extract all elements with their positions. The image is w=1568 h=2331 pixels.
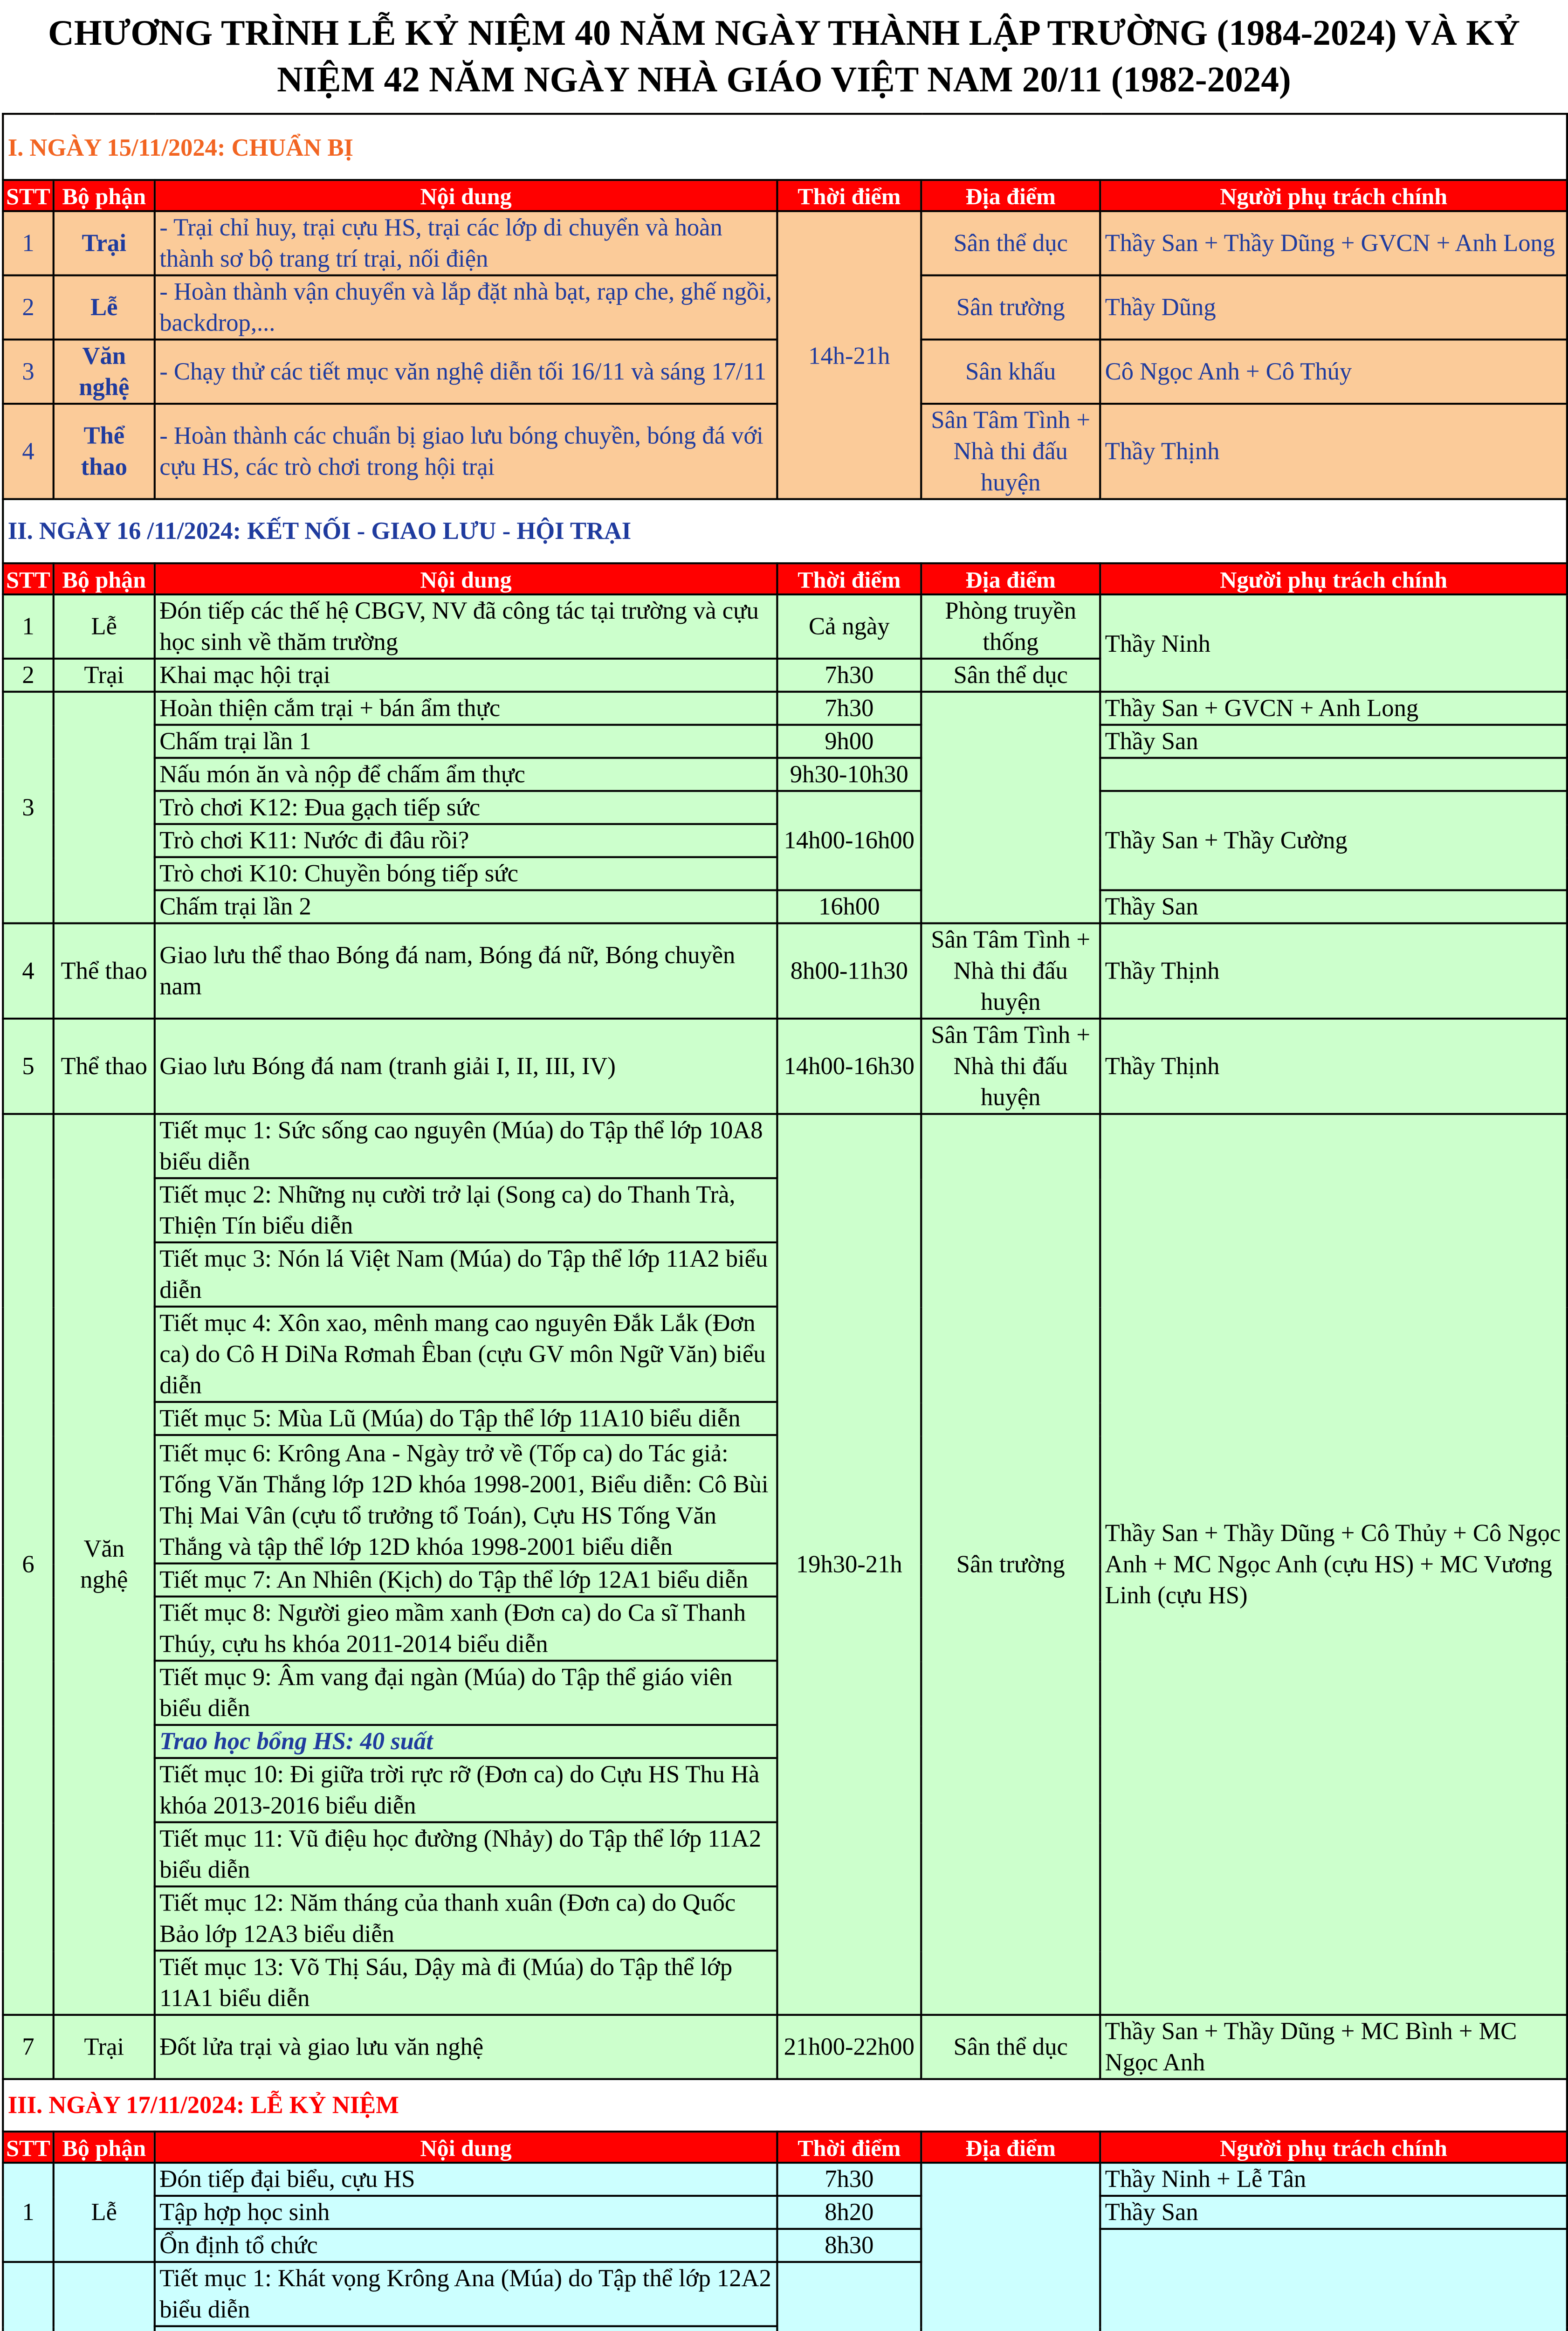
content-cell: Đón tiếp các thế hệ CBGV, NV đã công tác tại trường và cựu học sinh về thăm trường (155, 594, 777, 659)
content-cell: Trò chơi K11: Nước đi đâu rồi? (155, 824, 777, 857)
table-row (3, 725, 1567, 758)
place-cell: Sân thể dục (921, 659, 1100, 692)
table-row (3, 1114, 1567, 1178)
section2-table (2, 498, 1568, 2080)
page-title (2, 12, 1566, 113)
content-cell: Chấm trại lần 2 (155, 890, 777, 923)
person-cell: Thầy San + Thầy Dũng + MC Bình + MC Ngọc Anh (1100, 2015, 1567, 2079)
person-cell: Thầy Thịnh (1100, 1019, 1567, 1114)
stt-cell: 4 (3, 923, 54, 1019)
content-cell: Tiết mục 1: Khát vọng Krông Ana (Múa) do Tập thể lớp 12A2 biểu diễn (155, 2262, 777, 2326)
table-row (3, 791, 1567, 824)
section3-title: III. NGÀY 17/11/2024: LỄ KỶ NIỆM (3, 2079, 1567, 2132)
place-cell (921, 692, 1100, 924)
time-cell: 14h00-16h00 (777, 791, 921, 890)
header-time: Thời điểm (777, 2131, 921, 2163)
time-cell (777, 2262, 921, 2331)
header-time: Thời điểm (777, 563, 921, 594)
content-cell: Chấm trại lần 1 (155, 725, 777, 758)
person-cell (1100, 2229, 1567, 2331)
content-cell: Hoàn thiện cắm trại + bán ẩm thực (155, 692, 777, 725)
place-cell: Sân Tâm Tình + Nhà thi đấu huyện (921, 404, 1100, 499)
page-title-line-1: CHƯƠNG TRÌNH LỄ KỶ NIỆM 40 NĂM NGÀY THÀNH LẬP TRƯỜNG (1984-2024) VÀ KỶ (48, 15, 1520, 55)
department-cell: Trại (54, 211, 155, 276)
header-row (3, 563, 1567, 594)
header-department: Bộ phận (54, 563, 155, 594)
person-cell (1100, 758, 1567, 791)
content-cell: Tiết mục 12: Năm tháng của thanh xuân (Đơn ca) do Quốc Bảo lớp 12A3 biểu diễn (155, 1886, 777, 1951)
header-person: Người phụ trách chính (1100, 2131, 1567, 2163)
header-stt: STT (3, 563, 54, 594)
content-cell: Giao lưu Bóng đá nam (tranh giải I, II, III, IV) (155, 1019, 777, 1114)
stt-cell: 6 (3, 1114, 54, 2014)
place-cell: Phòng truyền thống (921, 594, 1100, 659)
content-cell: Tập hợp học sinh (155, 2196, 777, 2229)
header-row (3, 180, 1567, 211)
person-cell: Thầy Ninh + Lễ Tân (1100, 2163, 1567, 2196)
person-cell: Thầy San (1100, 725, 1567, 758)
header-place: Địa điểm (921, 2131, 1100, 2163)
scholarship-cell: Trao học bổng HS: 40 suất (155, 1725, 777, 1758)
place-cell: Sân trường (921, 1114, 1100, 2014)
department-cell: Thể thao (54, 1019, 155, 1114)
time-cell: 14h-21h (777, 211, 921, 499)
content-cell: Ổn định tổ chức (155, 2229, 777, 2262)
content-cell: Tiết mục 3: Nón lá Việt Nam (Múa) do Tập thể lớp 11A2 biểu diễn (155, 1242, 777, 1307)
content-cell: Tiết mục 13: Võ Thị Sáu, Dậy mà đi (Múa) do Tập thể lớp 11A1 biểu diễn (155, 1951, 777, 2015)
content-cell: Khai mạc hội trại (155, 659, 777, 692)
table-row (3, 692, 1567, 725)
stt-cell: 2 (3, 659, 54, 692)
header-stt: STT (3, 180, 54, 211)
header-place: Địa điểm (921, 563, 1100, 594)
time-cell: 8h20 (777, 2196, 921, 2229)
department-cell (54, 692, 155, 924)
person-cell: Thầy San + GVCN + Anh Long (1100, 692, 1567, 725)
person-cell: Thầy San + Thầy Dũng + GVCN + Anh Long (1100, 211, 1567, 276)
content-cell: Đón tiếp đại biểu, cựu HS (155, 2163, 777, 2196)
content-cell: Tiết mục 4: Xôn xao, mênh mang cao nguyên Đắk Lắk (Đơn ca) do Cô H DiNa Rơmah Êban (cựu GV môn Ngữ Văn) biểu diễn (155, 1307, 777, 1402)
content-cell: Tiết mục 1: Sức sống cao nguyên (Múa) do Tập thể lớp 10A8 biểu diễn (155, 1114, 777, 1178)
place-cell (921, 2163, 1100, 2331)
content-cell: Tiết mục 9: Âm vang đại ngàn (Múa) do Tập thể giáo viên biểu diễn (155, 1661, 777, 1725)
section3-table (2, 2078, 1568, 2331)
time-cell: 7h30 (777, 692, 921, 725)
table-row (3, 923, 1567, 1019)
header-place: Địa điểm (921, 180, 1100, 211)
section2-title: II. NGÀY 16 /11/2024: KẾT NỐI - GIAO LƯU - HỘI TRẠI (3, 499, 1567, 564)
stt-cell: 4 (3, 404, 54, 499)
content-cell: Tiết mục 5: Mùa Lũ (Múa) do Tập thể lớp 11A10 biểu diễn (155, 1402, 777, 1435)
department-cell: Lễ (54, 2163, 155, 2262)
department-cell: Văn nghệ (54, 1114, 155, 2014)
person-cell: Thầy Ninh (1100, 594, 1567, 692)
table-row (3, 758, 1567, 791)
department-cell: Lễ (54, 594, 155, 659)
table-row (3, 2196, 1567, 2229)
time-cell: 8h30 (777, 2229, 921, 2262)
department-cell: Lễ (54, 276, 155, 340)
content-cell (155, 2326, 777, 2331)
person-cell: Thầy Dũng (1100, 276, 1567, 340)
time-cell: 8h00-11h30 (777, 923, 921, 1019)
page-title-line-2: NIỆM 42 NĂM NGÀY NHÀ GIÁO VIỆT NAM 20/11 (1982-2024) (277, 62, 1291, 102)
place-cell: Sân thể dục (921, 2015, 1100, 2079)
time-cell: Cả ngày (777, 594, 921, 659)
header-row (3, 2131, 1567, 2163)
content-cell: - Chạy thử các tiết mục văn nghệ diễn tối 16/11 và sáng 17/11 (155, 339, 777, 404)
section1-title: I. NGÀY 15/11/2024: CHUẨN BỊ (3, 114, 1567, 180)
time-cell: 16h00 (777, 890, 921, 923)
header-department: Bộ phận (54, 180, 155, 211)
table-row (3, 211, 1567, 276)
table-row (3, 890, 1567, 923)
stt-cell: 5 (3, 1019, 54, 1114)
content-cell: Tiết mục 11: Vũ điệu học đường (Nhảy) do Tập thể lớp 11A2 biểu diễn (155, 1822, 777, 1887)
content-cell: Tiết mục 8: Người gieo mầm xanh (Đơn ca) do Ca sĩ Thanh Thúy, cựu hs khóa 2011-2014 biểu diễn (155, 1597, 777, 1661)
person-cell: Thầy San (1100, 2196, 1567, 2229)
stt-cell: 1 (3, 211, 54, 276)
content-cell: Giao lưu thể thao Bóng đá nam, Bóng đá nữ, Bóng chuyền nam (155, 923, 777, 1019)
department-cell: Thể thao (54, 404, 155, 499)
time-cell: 7h30 (777, 2163, 921, 2196)
table-row (3, 2163, 1567, 2196)
header-content: Nội dung (155, 180, 777, 211)
department-cell: Trại (54, 2015, 155, 2079)
stt-cell: 3 (3, 692, 54, 924)
header-time: Thời điểm (777, 180, 921, 211)
table-row (3, 594, 1567, 659)
table-row (3, 1019, 1567, 1114)
department-cell: Trại (54, 659, 155, 692)
person-cell: Cô Ngọc Anh + Cô Thúy (1100, 339, 1567, 404)
stt-cell: 7 (3, 2015, 54, 2079)
table-row (3, 2229, 1567, 2262)
time-cell: 7h30 (777, 659, 921, 692)
header-person: Người phụ trách chính (1100, 563, 1567, 594)
header-person: Người phụ trách chính (1100, 180, 1567, 211)
person-cell: Thầy San (1100, 890, 1567, 923)
content-cell: Trò chơi K12: Đua gạch tiếp sức (155, 791, 777, 824)
place-cell: Sân trường (921, 276, 1100, 340)
person-cell: Thầy San + Thầy Cường (1100, 791, 1567, 890)
stt-cell: 1 (3, 594, 54, 659)
header-department: Bộ phận (54, 2131, 155, 2163)
time-cell: 9h00 (777, 725, 921, 758)
person-cell: Thầy Thịnh (1100, 404, 1567, 499)
content-cell: Tiết mục 2: Những nụ cười trở lại (Song ca) do Thanh Trà, Thiện Tín biểu diễn (155, 1178, 777, 1242)
header-content: Nội dung (155, 563, 777, 594)
place-cell: Sân khấu (921, 339, 1100, 404)
content-cell: - Hoàn thành các chuẩn bị giao lưu bóng chuyền, bóng đá với cựu HS, các trò chơi trong hội trại (155, 404, 777, 499)
content-cell: Nấu món ăn và nộp để chấm ẩm thực (155, 758, 777, 791)
content-cell: - Hoàn thành vận chuyển và lắp đặt nhà bạt, rạp che, ghế ngồi, backdrop,... (155, 276, 777, 340)
content-cell: Trò chơi K10: Chuyền bóng tiếp sức (155, 857, 777, 890)
content-cell: Tiết mục 6: Krông Ana - Ngày trở về (Tốp ca) do Tác giả: Tống Văn Thắng lớp 12D khóa 1998-2001, Biểu diễn: Cô Bùi Thị Mai Vân (cựu tổ trưởng tổ Toán), Cựu HS Tống Văn Thắng và tập thể lớp 12D khóa 1998-2001 biểu diễn (155, 1435, 777, 1563)
header-content: Nội dung (155, 2131, 777, 2163)
stt-cell: 2 (3, 276, 54, 340)
place-cell: Sân thể dục (921, 211, 1100, 276)
time-cell: 14h00-16h30 (777, 1019, 921, 1114)
content-cell: Đốt lửa trại và giao lưu văn nghệ (155, 2015, 777, 2079)
header-stt: STT (3, 2131, 54, 2163)
place-cell: Sân Tâm Tình + Nhà thi đấu huyện (921, 923, 1100, 1019)
content-cell: Tiết mục 7: An Nhiên (Kịch) do Tập thể lớp 12A1 biểu diễn (155, 1564, 777, 1597)
stt-cell: 3 (3, 339, 54, 404)
time-cell: 9h30-10h30 (777, 758, 921, 791)
person-cell: Thầy San + Thầy Dũng + Cô Thủy + Cô Ngọc Anh + MC Ngọc Anh (cựu HS) + MC Vương Linh (cựu HS) (1100, 1114, 1567, 2014)
stt-cell: 1 (3, 2163, 54, 2262)
content-cell: - Trại chỉ huy, trại cựu HS, trại các lớp di chuyển và hoàn thành sơ bộ trang trí trại, nối điện (155, 211, 777, 276)
content-cell: Tiết mục 10: Đi giữa trời rực rỡ (Đơn ca) do Cựu HS Thu Hà khóa 2013-2016 biểu diễn (155, 1758, 777, 1822)
time-cell: 21h00-22h00 (777, 2015, 921, 2079)
department-cell (54, 2262, 155, 2331)
table-row (3, 2015, 1567, 2079)
stt-cell (3, 2262, 54, 2331)
person-cell: Thầy Thịnh (1100, 923, 1567, 1019)
department-cell: Văn nghệ (54, 339, 155, 404)
section1-table (2, 113, 1568, 500)
department-cell: Thể thao (54, 923, 155, 1019)
time-cell: 19h30-21h (777, 1114, 921, 2014)
place-cell: Sân Tâm Tình + Nhà thi đấu huyện (921, 1019, 1100, 1114)
